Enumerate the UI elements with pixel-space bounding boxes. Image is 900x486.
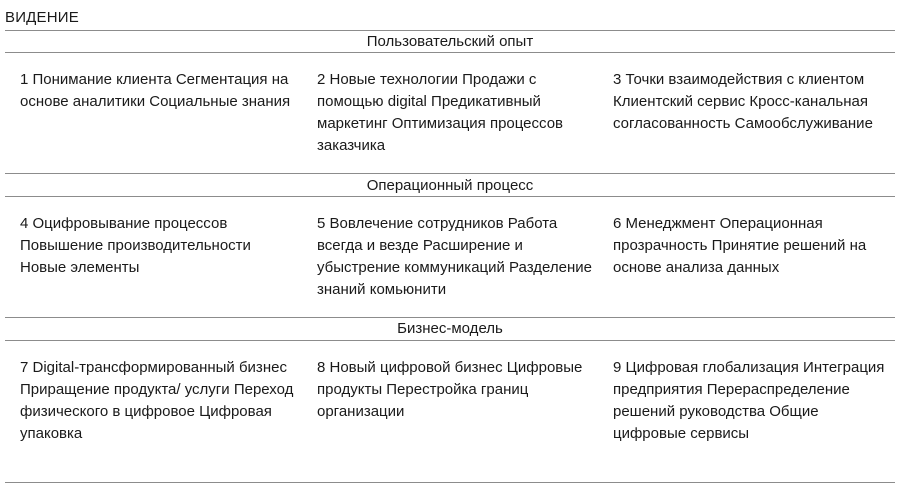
section-heading-customer-experience: Пользовательский опыт <box>366 33 534 50</box>
page-title: ВИДЕНИЕ <box>5 9 79 26</box>
cell-6: 6 Менеджмент Операционная прозрачность Принятие решений на основе анализа данных <box>613 215 867 276</box>
cell-5: 5 Вовлечение сотрудников Работа всегда и везде Расширение и убыстрение коммуникаций Разделение знаний комьюнити <box>317 215 592 298</box>
section-heading-operational-process: Операционный процесс <box>366 177 534 194</box>
cell-2: 2 Новые технологии Продажи с помощью digital Предикативный маркетинг Оптимизация процессов заказчика <box>317 71 564 154</box>
divider <box>5 482 895 483</box>
section-heading-business-model: Бизнес-модель <box>397 320 503 337</box>
divider <box>5 173 895 174</box>
cell-7: 7 Digital-трансформированный бизнес Приращение продукта/ услуги Переход физического в цифровое Цифровая упаковка <box>20 359 294 442</box>
divider <box>5 196 895 197</box>
divider <box>5 340 895 341</box>
cell-3: 3 Точки взаимодействия с клиентом Клиентский сервис Кросс-канальная согласованность Самообслуживание <box>613 71 873 132</box>
cell-1: 1 Понимание клиента Сегментация на основе аналитики Социальные знания <box>20 71 291 110</box>
cell-4: 4 Оцифровывание процессов Повышение производительности Новые элементы <box>20 215 251 276</box>
cell-9: 9 Цифровая глобализация Интеграция предприятия Перераспределение решений руководства Общие цифровые сервисы <box>613 359 885 442</box>
divider <box>5 52 895 53</box>
cell-8: 8 Новый цифровой бизнес Цифровые продукты Перестройка границ организации <box>317 359 583 420</box>
